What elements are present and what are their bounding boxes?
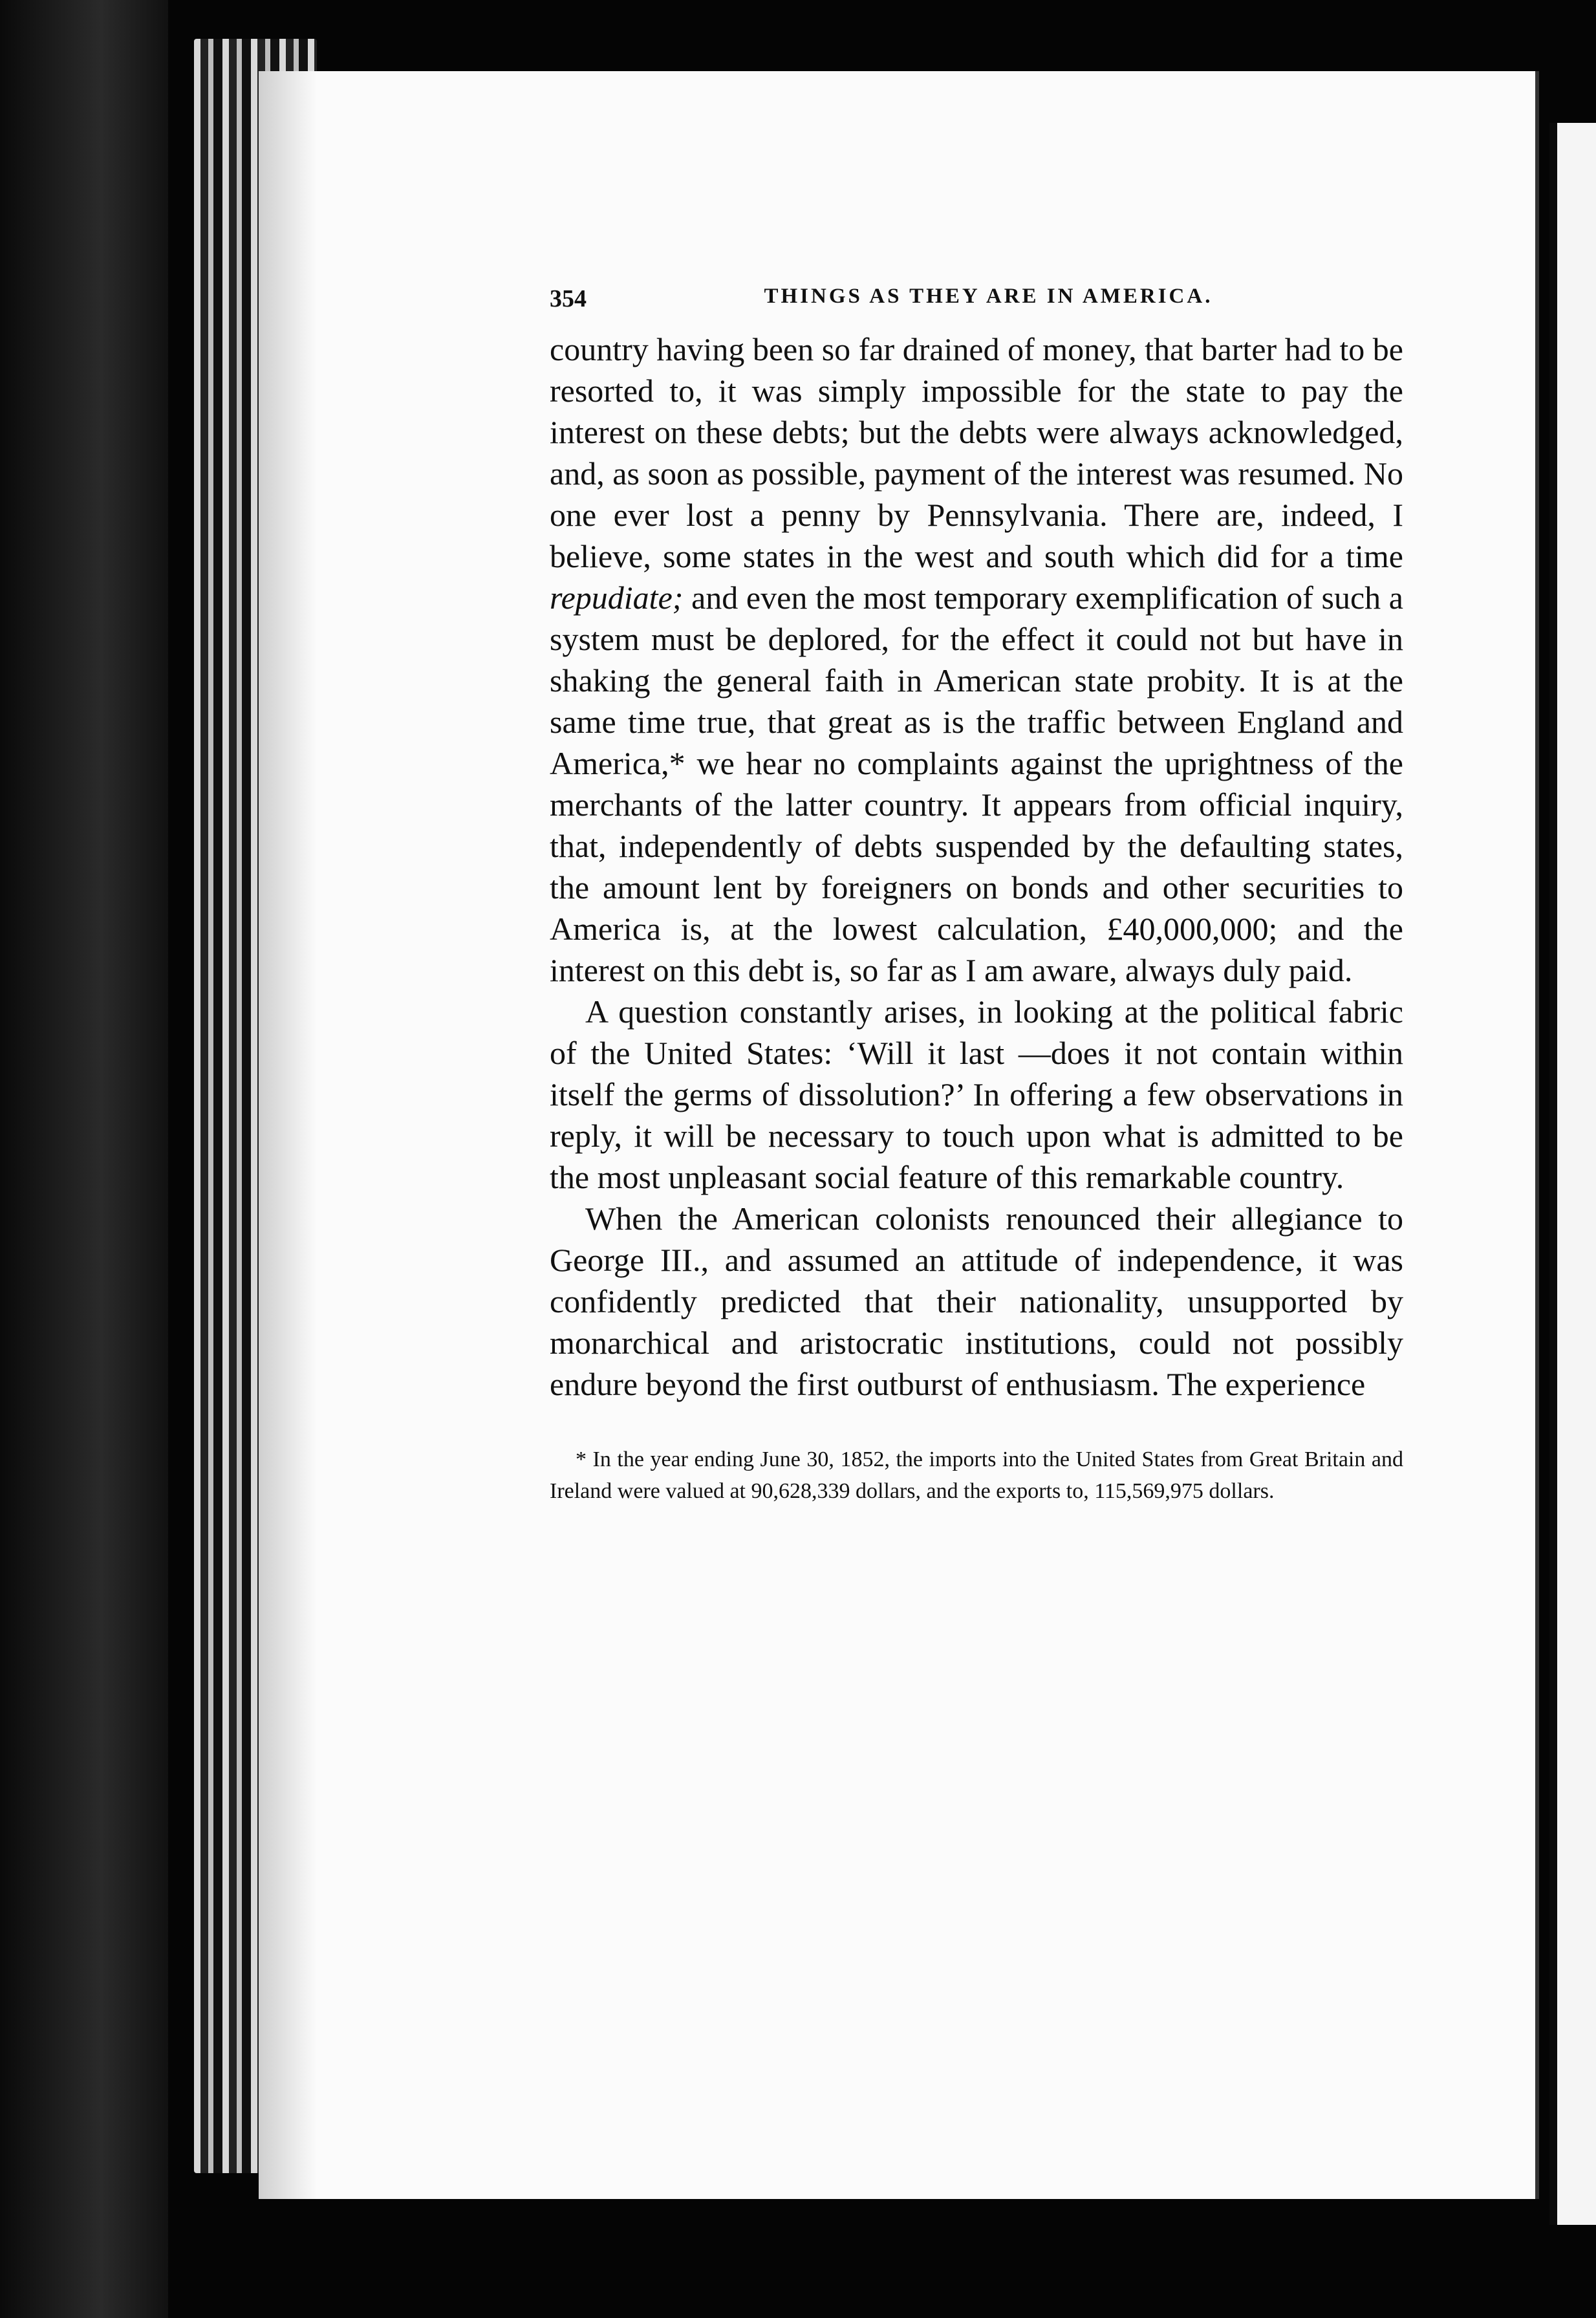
footnote: * In the year ending June 30, 1852, the imports into the United States from Great Britain and Ireland were valued at 90,628,339 dollars, and the exports to, 115,569,975 dollars. bbox=[550, 1447, 1403, 1503]
next-page-edge bbox=[1549, 123, 1596, 2225]
running-title: THINGS AS THEY ARE IN AMERICA. bbox=[764, 285, 1213, 308]
page-gutter-shadow bbox=[259, 71, 317, 2199]
paragraph-2: A question constantly arises, in looking at the political fabric of the United States: ‘Will it last —does it not contain within itself the germs of dissolution?’ In offering a few observations in reply, it will be necessary to touch upon what is admitted to be the most unpleasant social feature of this remarkable country. bbox=[550, 993, 1403, 1195]
scan-background bbox=[0, 0, 168, 2318]
page-number: 354 bbox=[550, 285, 587, 312]
paragraph-3: When the American colonists renounced their allegiance to George III., and assumed an attitude of independence, it was confidently predicted that their nationality, unsupported by monarchical and aristocratic institutions, could not possibly endure beyond the first outburst of enthusiasm. The experience bbox=[550, 1200, 1403, 1402]
paragraph-1-text-b: and even the most temporary exemplification of such a system must be deplored, for the effect it could not but have in shaking the general faith in American state probity. It is at the same time true, that great as is the traffic between England and America,* we hear no complaints against the uprightness of the merchants of the latter country. It appears from official inquiry, that, independently of debts suspended by the defaulting states, the amount lent by foreigners on bonds and other securities to America is, at the lowest calculation, £40,000,000; and the interest on this debt is, so far as I am aware, always duly paid. bbox=[550, 580, 1403, 988]
page-content bbox=[550, 285, 1403, 1507]
running-head bbox=[550, 285, 1403, 313]
italic-word: repudiate; bbox=[550, 580, 684, 616]
paragraph-1 bbox=[550, 329, 1403, 991]
paragraph-1-text-a: country having been so far drained of money, that barter had to be resorted to, it was simply impossible for the state to pay the interest on these debts; but the debts were always acknowledged, and, as soon as possible, payment of the interest was resumed. No one ever lost a penny by Pennsylvania. There are, indeed, I believe, some states in the west and south which did for a time bbox=[550, 331, 1403, 574]
body-text bbox=[550, 329, 1403, 1405]
